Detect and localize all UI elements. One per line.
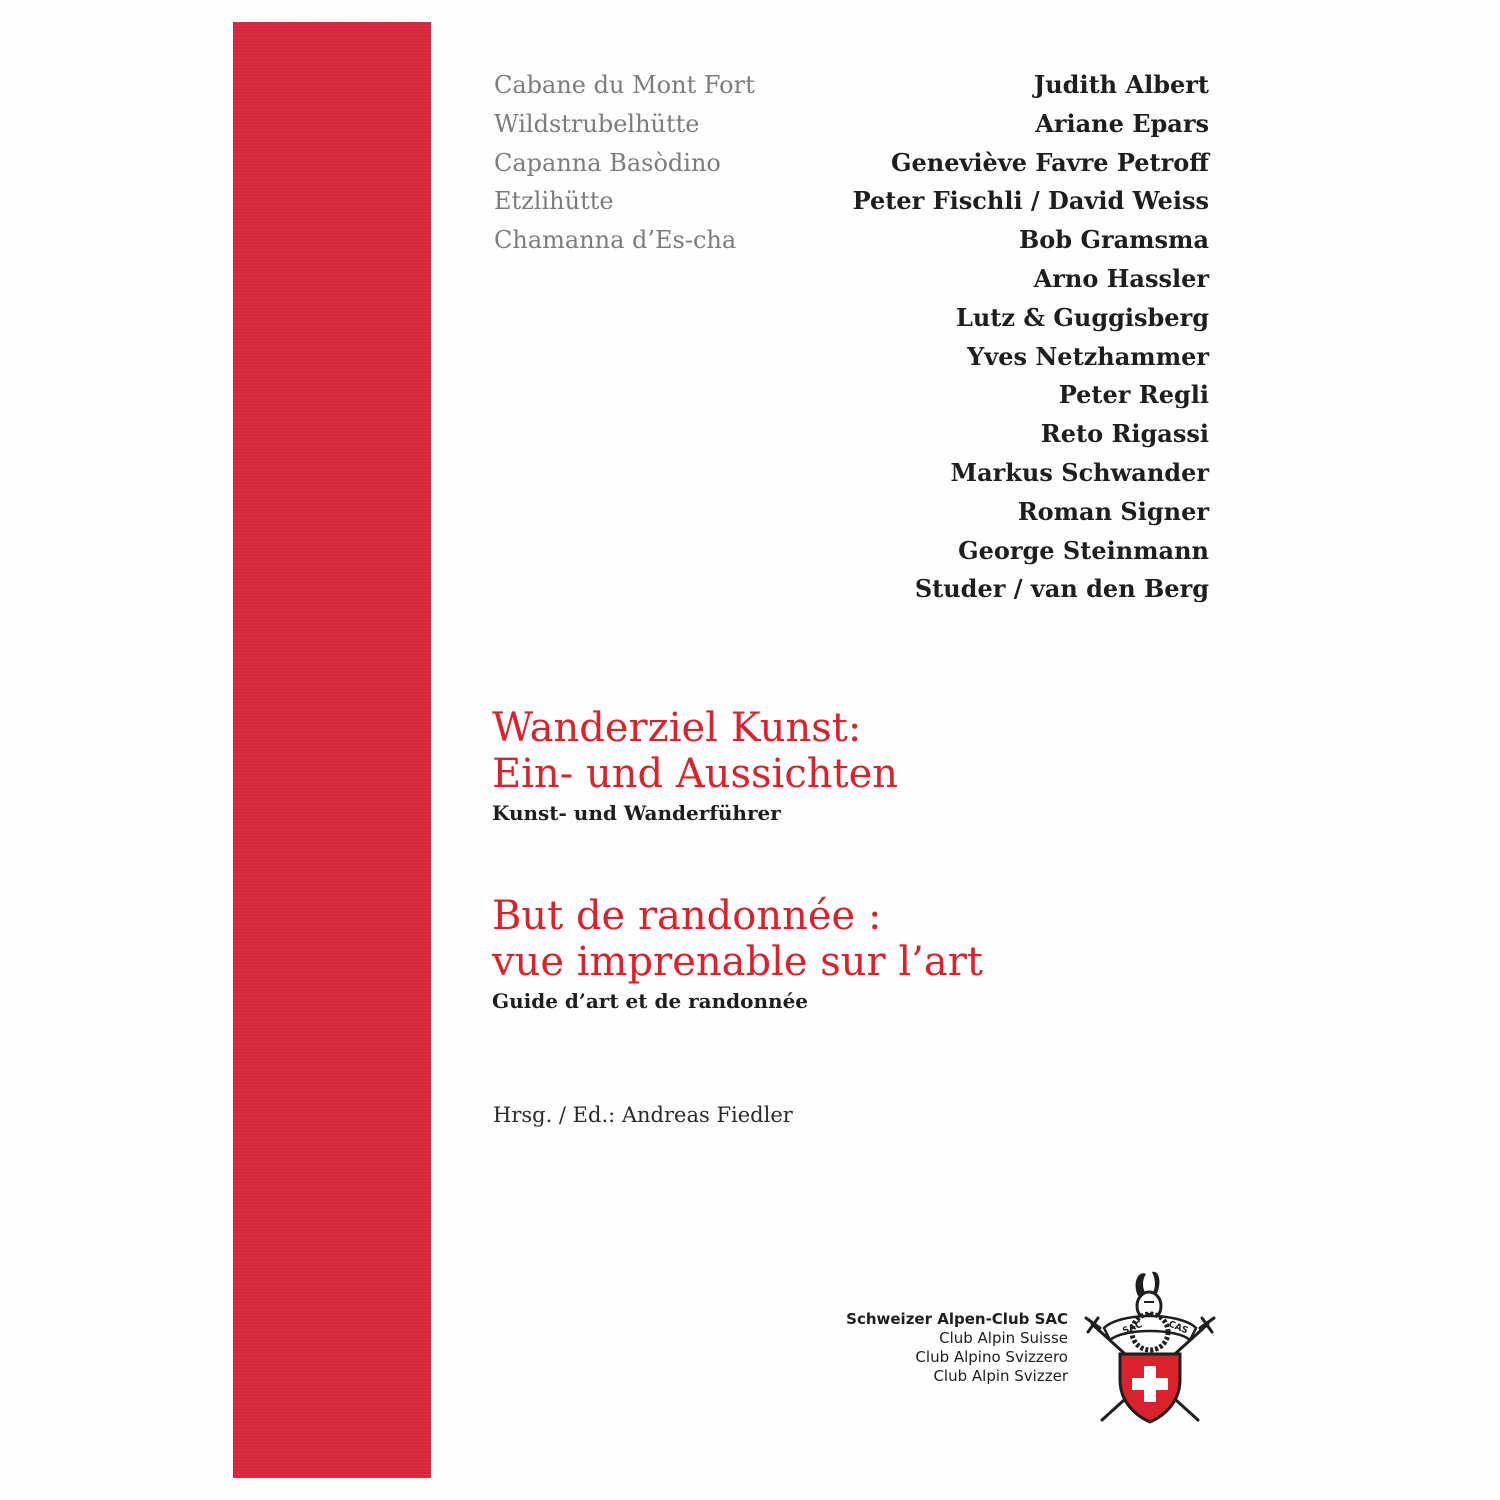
artist-name: Roman Signer xyxy=(1017,496,1209,526)
artist-name: Peter Regli xyxy=(1058,380,1209,410)
logo-banner-left-text: SAC xyxy=(1121,1319,1144,1337)
artist-name: Yves Netzhammer xyxy=(967,341,1209,371)
red-cloth-band xyxy=(233,22,431,1478)
publisher-name-fr: Club Alpin Suisse xyxy=(939,1329,1068,1347)
artist-name: Reto Rigassi xyxy=(1040,419,1209,449)
title-de-line-2: Ein- und Aussichten xyxy=(492,751,898,797)
hut-name: Capanna Basòdino xyxy=(494,148,721,177)
artist-name: Ariane Epars xyxy=(1035,108,1209,138)
hut-name: Etzlihütte xyxy=(494,187,614,216)
artist-name: George Steinmann xyxy=(958,535,1209,565)
publisher-name-rm: Club Alpin Svizzer xyxy=(933,1367,1068,1385)
subtitle-de: Kunst- und Wanderführer xyxy=(492,801,781,825)
title-french xyxy=(492,893,1192,1014)
artist-name: Studer / van den Berg xyxy=(914,574,1209,604)
sac-emblem-logo xyxy=(1080,1262,1220,1432)
title-german xyxy=(492,705,1192,826)
publisher-name-it: Club Alpino Svizzero xyxy=(915,1348,1068,1366)
artist-name: Bob Gramsma xyxy=(1019,225,1209,255)
artist-name: Lutz & Guggisberg xyxy=(955,302,1209,332)
artist-name: Arno Hassler xyxy=(1033,263,1209,293)
artist-list xyxy=(749,66,1209,609)
logo-banner-right-text: CAS xyxy=(1166,1319,1190,1337)
artist-name: Peter Fischli / David Weiss xyxy=(852,186,1209,216)
hut-name: Chamanna d’Es-cha xyxy=(494,226,737,255)
title-de-line-1: Wanderziel Kunst: xyxy=(492,705,862,751)
publisher-name: Schweizer Alpen-Club SAC xyxy=(846,1310,1068,1328)
artist-name: Markus Schwander xyxy=(950,457,1209,487)
title-fr-line-2: vue imprenable sur l’art xyxy=(492,939,983,985)
subtitle-fr: Guide d’art et de randonnée xyxy=(492,989,809,1013)
artist-name: Judith Albert xyxy=(1033,70,1209,99)
artist-name: Geneviève Favre Petroff xyxy=(891,147,1209,177)
publisher-block xyxy=(846,1310,1068,1386)
editor-credit: Hrsg. / Ed.: Andreas Fiedler xyxy=(493,1103,793,1127)
hut-name: Wildstrubelhütte xyxy=(494,109,700,138)
hut-name: Cabane du Mont Fort xyxy=(494,71,755,99)
title-fr-line-1: But de randonnée : xyxy=(492,893,882,939)
